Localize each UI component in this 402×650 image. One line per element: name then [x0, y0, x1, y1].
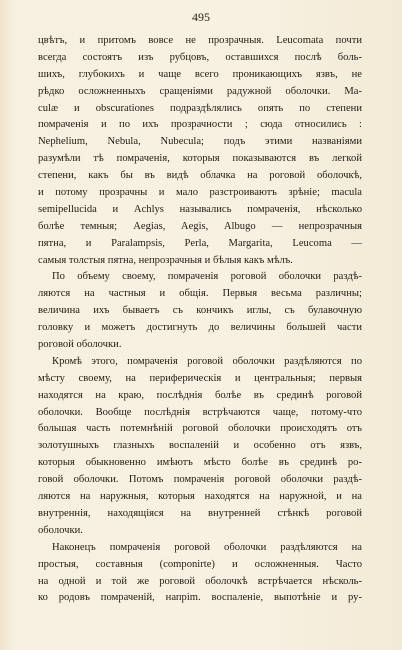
text-line: всегда состоятъ изъ рубцовъ, оставшихся послѣ боль-	[38, 51, 362, 63]
text-line: помраченія и по ихъ прозрачности ; сюда относились :	[38, 119, 362, 131]
text-line: culæ и obscurationes подраздѣлялись опять по степени	[38, 102, 362, 114]
text-line: пятна, и Paralampsis, Perla, Margarita, Leucoma —	[38, 237, 362, 249]
text-line: большая часть потемнѣній роговой оболочки происходятъ отъ	[38, 423, 362, 435]
text-line: Наконецъ помраченія роговой оболочки раздѣляются на	[52, 541, 362, 553]
text-line: головку и можетъ достигнуть до величины большей части	[38, 322, 362, 334]
text-line: которыя обыкновенно имѣютъ мѣсто болѣе въ срединѣ ро-	[38, 457, 362, 469]
text-line: мѣсту своему, на периферическія и центральныя; первыя	[38, 372, 362, 384]
text-line: находятся на краю, послѣднія болѣе въ срединѣ роговой	[38, 389, 362, 401]
body-text	[38, 33, 362, 607]
text-line: оболочки.	[38, 524, 83, 536]
text-line: простыя, составныя (componirte) и осложненныя. Часто	[38, 558, 362, 570]
text-line: шихъ, глубокихъ и чаще всего проникающихъ язвъ, не	[38, 68, 362, 80]
text-line: ляются на наружныя, которыя находятся на наружной, и на	[38, 491, 362, 503]
text-line: говой оболочки. Потомъ помраченія роговой оболочки раздѣ-	[38, 474, 362, 486]
text-line: Кромѣ этого, помраченія роговой оболочки раздѣляются по	[52, 355, 362, 367]
text-line: внутреннія, находящіяся на внутренней стѣнкѣ роговой	[38, 507, 362, 519]
text-line: болѣе темныя; Aegias, Aegis, Albugo — непрозрачныя	[38, 220, 362, 232]
text-line: ляются на частныя и общія. Первыя весьма различны;	[38, 288, 362, 300]
text-line: золотушныхъ глазныхъ воспаленій и особенно отъ язвъ,	[38, 440, 362, 452]
text-line: самыя толстыя пятна, непрозрачныя и бѣлыя какъ мѣлъ.	[38, 254, 293, 266]
text-line: оболочки. Вообще послѣднія встрѣчаются чаще, потому-что	[38, 406, 362, 418]
text-line: разумѣли тѣ помраченія, которыя показываются въ легкой	[38, 153, 362, 165]
page-number: 495	[192, 10, 210, 24]
text-line: и потому прозрачны и мало разстроиваютъ зрѣніе; macula	[38, 187, 362, 199]
text-line: ко родовъ помраченій, напрim. воспаленіе, выпотѣніе и ру-	[38, 592, 362, 604]
text-line: степени, какъ бы въ видѣ облачка на роговой оболочкѣ,	[38, 170, 362, 182]
text-line: semipellucida и Achlys назывались помраченія, нѣсколько	[38, 203, 362, 215]
text-line: Nephelium, Nebula, Nubecula; подъ этими названіями	[38, 136, 362, 148]
text-line: По объему своему, помраченія роговой оболочки раздѣ-	[52, 271, 362, 283]
text-line: роговой оболочки.	[38, 339, 122, 351]
text-line: рѣдко осложненныхъ сращеніями радужной оболочки. Ma-	[38, 85, 362, 97]
text-line: на одной и той же роговой оболочкѣ встрѣчается нѣсколь-	[38, 575, 362, 587]
text-line: величина ихъ бываетъ съ кончикъ иглы, съ булавочную	[38, 305, 362, 317]
text-line: цвѣтъ, и притомъ вовсе не прозрачныя. Leucomata почти	[38, 35, 362, 46]
